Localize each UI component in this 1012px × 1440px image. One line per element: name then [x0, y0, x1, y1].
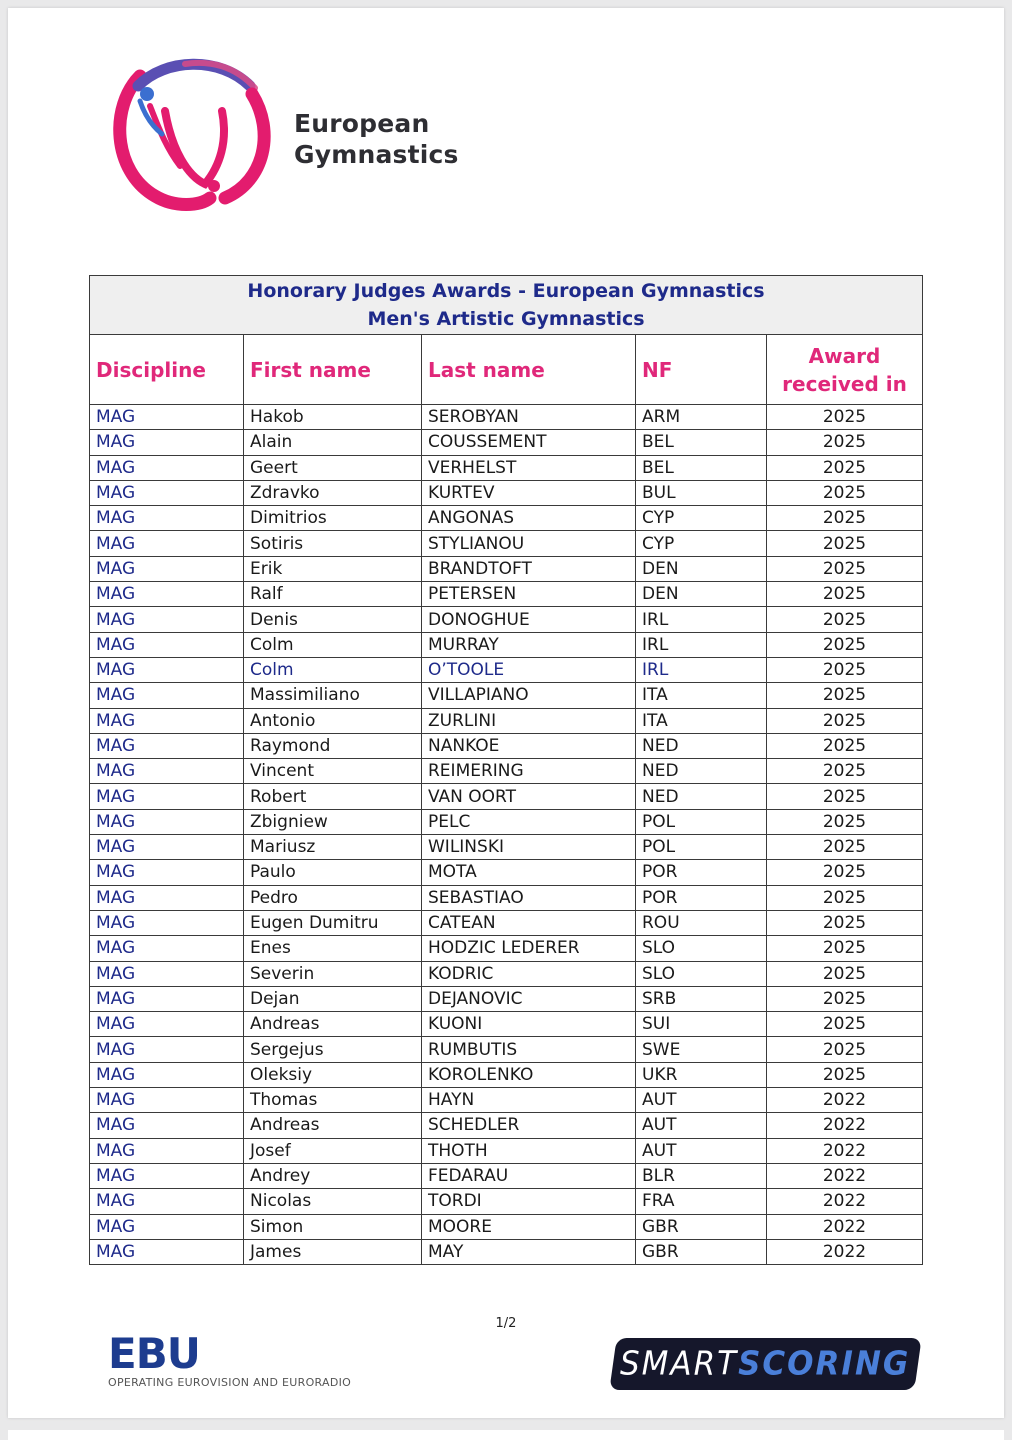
table-row [90, 430, 923, 455]
cell-award-year: 2025 [767, 759, 923, 784]
cell-award-year: 2025 [767, 430, 923, 455]
cell-discipline: MAG [90, 405, 244, 430]
cell-discipline: MAG [90, 784, 244, 809]
table-row [90, 1189, 923, 1214]
cell-nf: CYP [636, 531, 767, 556]
table-row [90, 1113, 923, 1138]
cell-nf: BEL [636, 455, 767, 480]
cell-last-name: STYLIANOU [422, 531, 636, 556]
cell-nf: BEL [636, 430, 767, 455]
cell-first-name: Oleksiy [244, 1062, 422, 1087]
ebu-wordmark: EBU [108, 1329, 200, 1378]
cell-nf: POL [636, 835, 767, 860]
cell-award-year: 2025 [767, 885, 923, 910]
cell-last-name: PELC [422, 809, 636, 834]
cell-nf: ITA [636, 708, 767, 733]
cell-first-name: Enes [244, 936, 422, 961]
cell-discipline: MAG [90, 1214, 244, 1239]
table-row [90, 1214, 923, 1239]
cell-last-name: MOTA [422, 860, 636, 885]
cell-first-name: Simon [244, 1214, 422, 1239]
cell-last-name: REIMERING [422, 759, 636, 784]
cell-first-name: Andreas [244, 1113, 422, 1138]
cell-discipline: MAG [90, 1012, 244, 1037]
honorary-judges-table [89, 275, 923, 1265]
cell-award-year: 2025 [767, 556, 923, 581]
cell-award-year: 2022 [767, 1189, 923, 1214]
cell-discipline: MAG [90, 1113, 244, 1138]
table-row [90, 1012, 923, 1037]
table-row [90, 809, 923, 834]
cell-last-name: VILLAPIANO [422, 683, 636, 708]
table-row [90, 885, 923, 910]
table-title-line-1: Honorary Judges Awards - European Gymnastics [247, 280, 765, 302]
cell-last-name: HAYN [422, 1088, 636, 1113]
cell-award-year: 2025 [767, 1037, 923, 1062]
cell-first-name: Zbigniew [244, 809, 422, 834]
cell-first-name: Hakob [244, 405, 422, 430]
cell-nf: SLO [636, 936, 767, 961]
cell-first-name: Andreas [244, 1012, 422, 1037]
gymnastics-emblem-icon [110, 56, 280, 216]
table-body [90, 405, 923, 1265]
smartscoring-logo [609, 1338, 921, 1390]
european-gymnastics-logo [110, 56, 470, 216]
cell-nf: ROU [636, 910, 767, 935]
cell-nf: SWE [636, 1037, 767, 1062]
table-row [90, 759, 923, 784]
smartscoring-part-2: SCORING [738, 1345, 911, 1383]
cell-first-name: Erik [244, 556, 422, 581]
cell-discipline: MAG [90, 1163, 244, 1188]
cell-discipline: MAG [90, 430, 244, 455]
cell-last-name: FEDARAU [422, 1163, 636, 1188]
cell-discipline: MAG [90, 860, 244, 885]
header-award-received-in [767, 335, 923, 405]
cell-last-name: PETERSEN [422, 582, 636, 607]
cell-nf: AUT [636, 1113, 767, 1138]
next-page-edge [8, 1430, 1004, 1440]
cell-last-name: KOROLENKO [422, 1062, 636, 1087]
cell-first-name: Nicolas [244, 1189, 422, 1214]
cell-nf: POR [636, 885, 767, 910]
cell-discipline: MAG [90, 480, 244, 505]
cell-discipline: MAG [90, 809, 244, 834]
cell-last-name: KUONI [422, 1012, 636, 1037]
cell-last-name: THOTH [422, 1138, 636, 1163]
header-last-name: Last name [422, 335, 636, 405]
cell-last-name: TORDI [422, 1189, 636, 1214]
cell-nf: CYP [636, 506, 767, 531]
cell-first-name: Denis [244, 607, 422, 632]
table-row [90, 1138, 923, 1163]
cell-award-year: 2025 [767, 835, 923, 860]
cell-award-year: 2022 [767, 1113, 923, 1138]
cell-last-name: KODRIC [422, 961, 636, 986]
cell-first-name: Andrey [244, 1163, 422, 1188]
table-row [90, 1163, 923, 1188]
cell-discipline: MAG [90, 885, 244, 910]
cell-last-name: BRANDTOFT [422, 556, 636, 581]
cell-discipline: MAG [90, 657, 244, 682]
table-row [90, 835, 923, 860]
table-row [90, 708, 923, 733]
cell-award-year: 2025 [767, 986, 923, 1011]
table-row [90, 784, 923, 809]
cell-discipline: MAG [90, 835, 244, 860]
header-first-name: First name [244, 335, 422, 405]
cell-last-name: COUSSEMENT [422, 430, 636, 455]
cell-last-name: KURTEV [422, 480, 636, 505]
cell-discipline: MAG [90, 1239, 244, 1264]
cell-last-name: O’TOOLE [422, 657, 636, 682]
cell-nf: FRA [636, 1189, 767, 1214]
cell-first-name: Dejan [244, 986, 422, 1011]
cell-nf: DEN [636, 582, 767, 607]
cell-first-name: Colm [244, 657, 422, 682]
cell-award-year: 2025 [767, 657, 923, 682]
ebu-tagline: OPERATING EUROVISION AND EURORADIO [108, 1376, 352, 1389]
cell-award-year: 2025 [767, 708, 923, 733]
cell-discipline: MAG [90, 910, 244, 935]
page-number: 1/2 [495, 1316, 517, 1331]
table-row [90, 910, 923, 935]
cell-discipline: MAG [90, 708, 244, 733]
cell-award-year: 2025 [767, 480, 923, 505]
cell-award-year: 2025 [767, 1012, 923, 1037]
cell-first-name: Severin [244, 961, 422, 986]
cell-nf: GBR [636, 1214, 767, 1239]
cell-award-year: 2025 [767, 1062, 923, 1087]
cell-first-name: Zdravko [244, 480, 422, 505]
table-row [90, 632, 923, 657]
cell-award-year: 2022 [767, 1163, 923, 1188]
table-row [90, 556, 923, 581]
cell-first-name: Pedro [244, 885, 422, 910]
cell-first-name: Dimitrios [244, 506, 422, 531]
cell-discipline: MAG [90, 961, 244, 986]
cell-first-name: Geert [244, 455, 422, 480]
cell-award-year: 2025 [767, 910, 923, 935]
cell-last-name: MOORE [422, 1214, 636, 1239]
cell-first-name: Massimiliano [244, 683, 422, 708]
cell-award-year: 2025 [767, 506, 923, 531]
cell-nf: DEN [636, 556, 767, 581]
header-award-line-2: received in [782, 371, 907, 396]
cell-nf: IRL [636, 632, 767, 657]
cell-discipline: MAG [90, 1037, 244, 1062]
table-row [90, 1037, 923, 1062]
cell-award-year: 2022 [767, 1138, 923, 1163]
cell-last-name: RUMBUTIS [422, 1037, 636, 1062]
cell-nf: NED [636, 784, 767, 809]
cell-award-year: 2025 [767, 405, 923, 430]
cell-nf: NED [636, 759, 767, 784]
table-row [90, 1239, 923, 1264]
table-row [90, 860, 923, 885]
table-row [90, 480, 923, 505]
cell-nf: ARM [636, 405, 767, 430]
cell-award-year: 2025 [767, 860, 923, 885]
cell-award-year: 2022 [767, 1239, 923, 1264]
cell-discipline: MAG [90, 986, 244, 1011]
cell-last-name: DONOGHUE [422, 607, 636, 632]
cell-discipline: MAG [90, 936, 244, 961]
cell-last-name: DEJANOVIC [422, 986, 636, 1011]
cell-first-name: Vincent [244, 759, 422, 784]
logo-line-1: European [294, 109, 430, 138]
cell-last-name: SCHEDLER [422, 1113, 636, 1138]
smartscoring-part-1: SMART [620, 1345, 739, 1383]
table-title [90, 276, 923, 335]
cell-discipline: MAG [90, 683, 244, 708]
table-row [90, 405, 923, 430]
cell-first-name: Mariusz [244, 835, 422, 860]
cell-discipline: MAG [90, 455, 244, 480]
ebu-logo [108, 1329, 352, 1389]
cell-first-name: Ralf [244, 582, 422, 607]
cell-nf: AUT [636, 1088, 767, 1113]
table-row [90, 683, 923, 708]
cell-last-name: ANGONAS [422, 506, 636, 531]
table-row [90, 961, 923, 986]
cell-discipline: MAG [90, 556, 244, 581]
table-row [90, 531, 923, 556]
cell-nf: NED [636, 733, 767, 758]
cell-award-year: 2025 [767, 607, 923, 632]
cell-last-name: MAY [422, 1239, 636, 1264]
cell-nf: SLO [636, 961, 767, 986]
table-row [90, 936, 923, 961]
cell-award-year: 2022 [767, 1088, 923, 1113]
smartscoring-wordmark [620, 1337, 910, 1392]
cell-award-year: 2025 [767, 733, 923, 758]
cell-discipline: MAG [90, 607, 244, 632]
cell-award-year: 2025 [767, 784, 923, 809]
cell-discipline: MAG [90, 1062, 244, 1087]
cell-nf: POR [636, 860, 767, 885]
table-row [90, 607, 923, 632]
cell-discipline: MAG [90, 582, 244, 607]
cell-nf: ITA [636, 683, 767, 708]
cell-nf: GBR [636, 1239, 767, 1264]
cell-nf: BUL [636, 480, 767, 505]
cell-award-year: 2025 [767, 809, 923, 834]
cell-discipline: MAG [90, 759, 244, 784]
logo-wordmark [294, 108, 459, 170]
cell-discipline: MAG [90, 506, 244, 531]
cell-award-year: 2025 [767, 936, 923, 961]
cell-last-name: MURRAY [422, 632, 636, 657]
cell-award-year: 2025 [767, 683, 923, 708]
cell-first-name: Alain [244, 430, 422, 455]
cell-award-year: 2025 [767, 632, 923, 657]
header-discipline: Discipline [90, 335, 244, 405]
table-row [90, 1062, 923, 1087]
cell-nf: UKR [636, 1062, 767, 1087]
cell-nf: POL [636, 809, 767, 834]
cell-award-year: 2025 [767, 961, 923, 986]
cell-first-name: Paulo [244, 860, 422, 885]
cell-first-name: Raymond [244, 733, 422, 758]
column-headers [90, 335, 923, 405]
cell-last-name: SEROBYAN [422, 405, 636, 430]
cell-first-name: Sotiris [244, 531, 422, 556]
cell-first-name: Sergejus [244, 1037, 422, 1062]
logo-line-2: Gymnastics [294, 140, 459, 169]
cell-first-name: Thomas [244, 1088, 422, 1113]
cell-last-name: CATEAN [422, 910, 636, 935]
cell-award-year: 2025 [767, 531, 923, 556]
table-row [90, 986, 923, 1011]
cell-award-year: 2025 [767, 455, 923, 480]
cell-first-name: Antonio [244, 708, 422, 733]
cell-nf: SRB [636, 986, 767, 1011]
table-row [90, 657, 923, 682]
table-row [90, 455, 923, 480]
cell-first-name: Colm [244, 632, 422, 657]
cell-last-name: VAN OORT [422, 784, 636, 809]
cell-last-name: VERHELST [422, 455, 636, 480]
cell-award-year: 2022 [767, 1214, 923, 1239]
header-nf: NF [636, 335, 767, 405]
table-title-line-2: Men's Artistic Gymnastics [367, 308, 645, 330]
table-row [90, 1088, 923, 1113]
cell-last-name: SEBASTIAO [422, 885, 636, 910]
table-row [90, 582, 923, 607]
cell-nf: IRL [636, 607, 767, 632]
cell-nf: SUI [636, 1012, 767, 1037]
cell-nf: AUT [636, 1138, 767, 1163]
cell-first-name: Eugen Dumitru [244, 910, 422, 935]
table-row [90, 733, 923, 758]
cell-nf: IRL [636, 657, 767, 682]
table-row [90, 506, 923, 531]
cell-first-name: James [244, 1239, 422, 1264]
cell-last-name: HODZIC LEDERER [422, 936, 636, 961]
cell-discipline: MAG [90, 1138, 244, 1163]
cell-discipline: MAG [90, 1088, 244, 1113]
cell-discipline: MAG [90, 632, 244, 657]
cell-discipline: MAG [90, 1189, 244, 1214]
cell-first-name: Josef [244, 1138, 422, 1163]
cell-discipline: MAG [90, 531, 244, 556]
cell-last-name: NANKOE [422, 733, 636, 758]
cell-last-name: WILINSKI [422, 835, 636, 860]
cell-last-name: ZURLINI [422, 708, 636, 733]
header-award-line-1: Award [808, 343, 881, 368]
cell-award-year: 2025 [767, 582, 923, 607]
cell-first-name: Robert [244, 784, 422, 809]
cell-nf: BLR [636, 1163, 767, 1188]
cell-discipline: MAG [90, 733, 244, 758]
